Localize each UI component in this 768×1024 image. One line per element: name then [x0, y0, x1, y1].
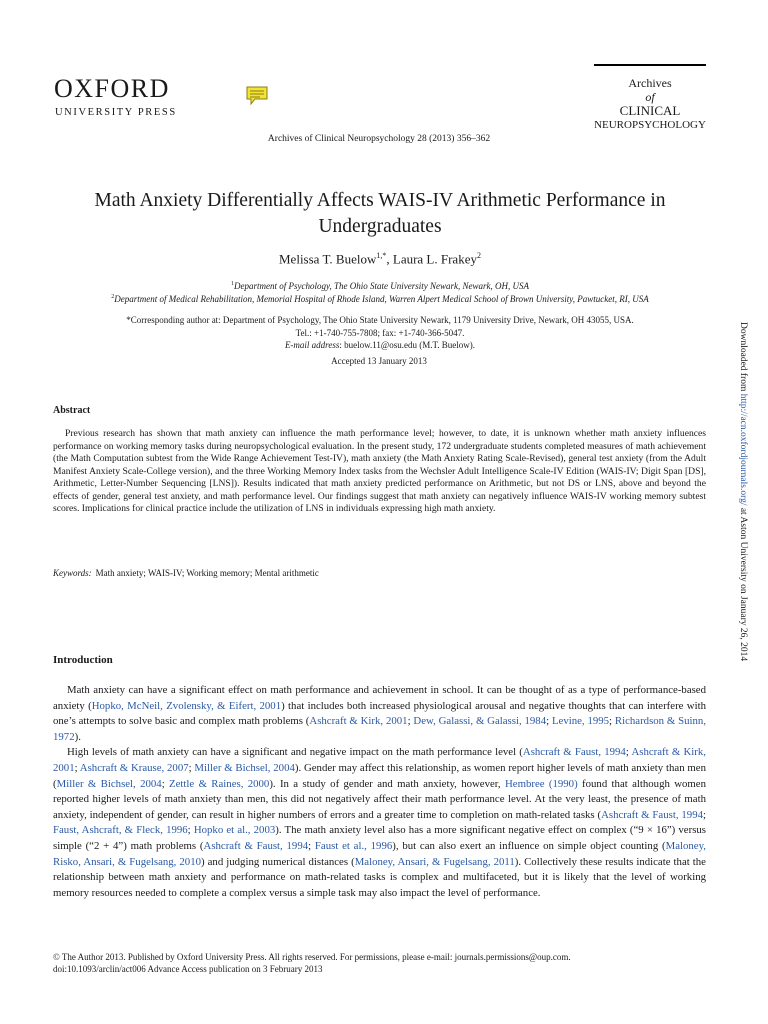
corresponding-line1: *Corresponding author at: Department of Psychology, The Ohio State University Newark, 1179 University Drive, Newark, OH 43055, USA.: [126, 315, 634, 325]
paragraph-text: ). The math anxiety level also has a more significant negative effect on complex (“9 × 16”) versus simple (“2 + 4”) math problems (: [53, 824, 706, 852]
journal-logo-line3: CLINICAL: [619, 103, 681, 118]
citation-link[interactable]: Ashcraft & Faust, 1994: [203, 839, 309, 852]
publisher-logo: OXFORD: [54, 74, 170, 103]
paragraph-text: ;: [703, 808, 706, 821]
paragraph-text: ), but can also exert an influence on simple object counting (: [392, 839, 666, 852]
paragraph-text: ;: [609, 715, 615, 728]
citation-link[interactable]: Maloney, Risko, Ansari, & Fugelsang, 2010: [53, 839, 706, 868]
citation-link[interactable]: Faust, Ashcraft, & Fleck, 1996: [53, 824, 188, 837]
citation-link[interactable]: Ashcraft & Faust, 1994: [522, 746, 626, 759]
citation-link[interactable]: Ashcraft & Kirk, 2001: [53, 746, 706, 774]
affiliation-2-text: Department of Medical Rehabilitation, Memorial Hospital of Rhode Island, Warren Alpert Medical School of Brown University, Pawtucket, RI, USA: [114, 294, 649, 304]
paragraph-text: ). Collectively these results indicate that the relationship between math anxiety and performance on math-related tasks is complex and multifaceted, but it is likely that the level of working memory resources needed to complete a complex versus a simple task may also impact the level of performance.: [53, 855, 706, 899]
citation-link[interactable]: Hembree (1990): [504, 777, 578, 790]
citation-link[interactable]: Maloney, Ansari, & Fugelsang, 2011: [354, 855, 515, 868]
abstract-text: Previous research has shown that math anxiety can influence the math performance level; however, to date, it is unknown whether math anxiety influences performance on working memory tasks during neuropsychological evaluation. In the present study, 172 undergraduate students completed measures of math achievement (the Math Computation subtest from the Wide Range Achievement Test-IV), math anxiety (the Math Anxiety Rating Scale-Revised), general test anxiety (from the Adult Manifest Anxiety Scale-College version), and the three Working Memory Index tasks from the Wechsler Adult Intelligence Scale-IV Edition (WAIS-IV; Digit Span [DS], Arithmetic, Letter-Number Sequencing [LNS]). Results indicated that math anxiety predicted performance on Arithmetic, but not DS or LNS, above and beyond the effects of gender, general test anxiety, and math performance level. Our findings suggest that math anxiety can negatively influence WAIS-IV working memory subtest scores. Implications for clinical practice include the utilization of LNS in individuals expressing high math anxiety.: [53, 428, 706, 514]
citation-link[interactable]: Faust et al., 1996: [314, 839, 393, 852]
copyright-footer: [53, 951, 571, 975]
paragraph-text: ;: [188, 761, 195, 774]
email-label: E-mail address: [284, 340, 340, 350]
keywords: [53, 568, 319, 578]
publisher-subtitle: UNIVERSITY PRESS: [55, 107, 177, 118]
accepted-date: Accepted 13 January 2013: [331, 356, 427, 366]
citation-link[interactable]: Hopko et al., 2003: [193, 824, 276, 837]
article-title: Math Anxiety Differentially Affects WAIS-IV Arithmetic Performance in Undergraduates: [94, 190, 666, 237]
abstract-heading: Abstract: [53, 405, 91, 416]
author-separator: ,: [386, 251, 393, 267]
keywords-label: Keywords:: [53, 568, 92, 578]
corresponding-email: [30, 339, 730, 352]
note-icon[interactable]: [246, 86, 268, 106]
paragraph-text: ;: [546, 715, 552, 728]
paragraph-2: [53, 745, 706, 901]
paragraph-text: ;: [625, 746, 632, 759]
affiliation-1-text: Department of Psychology, The Ohio State University Newark, Newark, OH, USA: [234, 281, 529, 291]
citation-link[interactable]: Ashcraft & Kirk, 2001: [309, 715, 408, 728]
sidebar-post: at Aston University on January 26, 2014: [738, 505, 748, 662]
paragraph-text: ;: [308, 839, 315, 852]
copyright-line: © The Author 2013. Published by Oxford University Press. All rights reserved. For permissions, please e-mail: journals.permissions@oup.com.: [53, 952, 571, 962]
download-sidebar: [738, 322, 748, 742]
citation-link[interactable]: Miller & Bichsel, 2004: [56, 777, 162, 790]
citation-link[interactable]: Dew, Galassi, & Galassi, 1984: [413, 715, 547, 728]
citation-link[interactable]: Hopko, McNeil, Zvolensky, & Eifert, 2001: [91, 699, 282, 712]
email-value: : buelow.11@osu.edu (M.T. Buelow).: [339, 340, 476, 350]
author-1: Melissa T. Buelow: [279, 251, 377, 267]
paragraph-text: Math anxiety can have a significant effect on math performance and achievement in school. It can be thought of as a type of performance-based anxiety (: [53, 684, 706, 712]
journal-logo-line1: Archives: [628, 76, 672, 90]
doi-line: doi:10.1093/arclin/act006 Advance Access publication on 3 February 2013: [53, 964, 323, 974]
authors: [40, 251, 720, 267]
affiliation-2: [30, 291, 730, 305]
paragraph-text: ;: [74, 761, 80, 774]
citation-link[interactable]: Zettle & Raines, 2000: [169, 777, 270, 790]
affiliation-1: [30, 278, 730, 292]
author-2: Laura L. Frakey: [392, 251, 477, 267]
paragraph-text: ).: [74, 730, 81, 743]
paragraph-text: ;: [161, 777, 170, 790]
journal-logo: [594, 64, 706, 140]
corresponding-author: [30, 314, 730, 352]
paragraph-text: ). In a study of gender and math anxiety, however,: [269, 777, 505, 790]
author-2-sup: 2: [476, 251, 481, 260]
citation-link[interactable]: Miller & Bichsel, 2004: [194, 761, 295, 774]
journal-logo-line4: NEUROPSYCHOLOGY: [594, 119, 706, 131]
journal-logo-line2: of: [645, 90, 655, 104]
section-heading-introduction: Introduction: [53, 654, 113, 666]
citation-link[interactable]: Ashcraft & Krause, 2007: [79, 761, 189, 774]
introduction-body: [53, 683, 706, 901]
sidebar-pre: Downloaded from: [738, 322, 748, 394]
journal-citation: Archives of Clinical Neuropsychology 28 (2013) 356–362: [267, 134, 491, 144]
paragraph-text: found that although women reported higher levels of math anxiety than men, this did not negatively affect their math performance level. At the very least, the presence of math anxiety, independent of gender, can result in higher numbers of errors and a greater time to completion on math-related tasks (: [53, 777, 706, 821]
paragraph-text: ;: [407, 715, 414, 728]
paragraph-text: ;: [187, 824, 194, 837]
paragraph-text: ) and judging numerical distances (: [201, 855, 355, 868]
paragraph-text: High levels of math anxiety can have a significant and negative impact on the math performance level (: [67, 746, 523, 759]
affiliation-2-sup: 2: [111, 294, 115, 300]
keywords-text: Math anxiety; WAIS-IV; Working memory; Mental arithmetic: [95, 568, 319, 578]
corresponding-line2: Tel.: +1-740-755-7808; fax: +1-740-366-5047.: [295, 327, 465, 338]
affiliation-1-sup: 1: [231, 281, 235, 287]
citation-link[interactable]: Richardson & Suinn, 1972: [53, 715, 707, 743]
paragraph-1: [53, 683, 706, 745]
citation-link[interactable]: Levine, 1995: [551, 715, 610, 728]
author-1-sup: 1,*: [376, 251, 387, 260]
sidebar-link[interactable]: http://acn.oxfordjournals.org/: [738, 393, 748, 506]
citation-link[interactable]: Ashcraft & Faust, 1994: [601, 808, 703, 821]
paragraph-text: ) that includes both increased physiological arousal and negative thoughts that can interfere with one’s attempts to solve basic and complex math problems (: [53, 699, 707, 728]
paragraph-text: ). Gender may affect this relationship, as women report higher levels of math anxiety than men (: [53, 761, 706, 790]
